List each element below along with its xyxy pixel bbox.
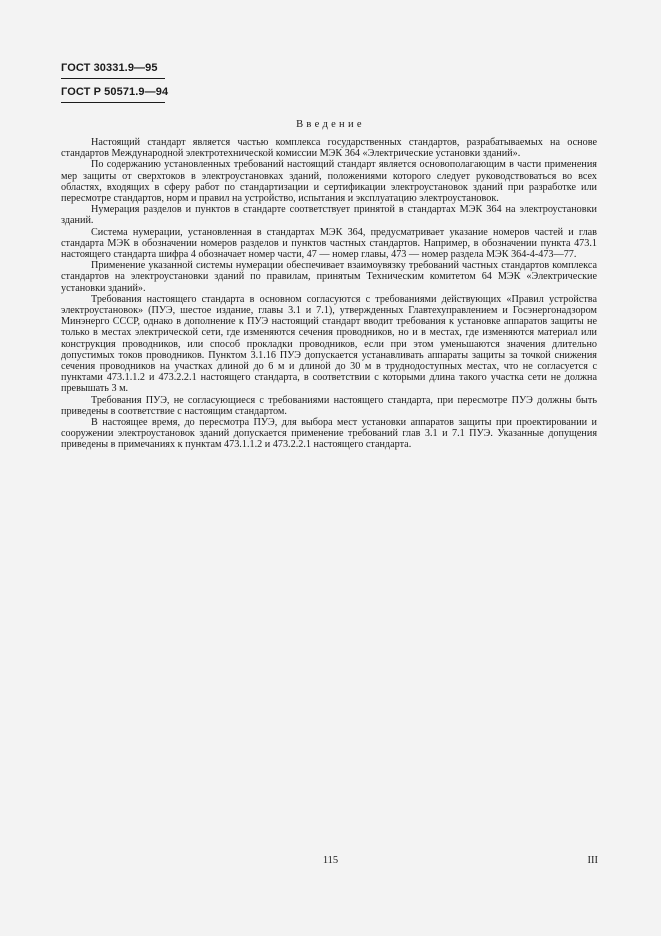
header-rule-bottom [61, 102, 165, 103]
paragraph: Требования настоящего стандарта в основном согласуются с требованиями действующих «Правил устройства электроустановок» (ПУЭ, шестое издание, главы 3.1 и 7.1), утвержденных Главтехуправлением и Госэнергонадзором Минэнерго СССР, однако в дополнение к ПУЭ настоящий стандарт вводит требования к установке аппаратов защиты не только в местах электрической сети, где изменяются сечения проводников, но и в местах, где изменяются материал или конструкция проводников, или способ прокладки проводников, если при этом уменьшаются значения длительно допустимых токов проводников. Пунктом 3.1.16 ПУЭ допускается устанавливать аппараты защиты за точкой снижения сечения проводников на участках длиной до 6 м и длиной до 30 м в труднодоступных местах, что не согласуется с пунктами 473.1.1.2 и 473.2.2.1 настоящего стандарта, в соответствии с которыми длина такого участка сети не должна превышать 3 м. [61, 293, 597, 395]
standard-code-gost-r: ГОСТ Р 50571.9—94 [61, 86, 169, 98]
standard-code-gost: ГОСТ 30331.9—95 [61, 62, 158, 74]
paragraph: Система нумерации, установленная в стандартах МЭК 364, предусматривает указание номеров частей и глав стандарта МЭК в обозначении номеров разделов и пунктов частных стандартов. Например, в обозначении пункта 473.1 настоящего стандарта шифра 4 обозначает номер части, 47 — номер главы, 473 — номер раздела МЭК 364-4-473—77. [61, 226, 597, 261]
paragraph: Требования ПУЭ, не согласующиеся с требованиями настоящего стандарта, при пересмотре ПУЭ должны быть приведены в соответствие с настоящим стандартом. [61, 394, 597, 417]
body-text [61, 137, 597, 451]
paragraph: Нумерация разделов и пунктов в стандарте соответствует принятой в стандартах МЭК 364 на электроустановки зданий. [61, 204, 597, 227]
section-title: Введение [296, 119, 365, 130]
paragraph: Настоящий стандарт является частью комплекса государственных стандартов, разрабатываемых на основе стандартов Международной электротехнической комиссии МЭК 364 «Электрические установки зданий». [61, 137, 597, 160]
roman-page-number: III [587, 855, 598, 866]
paragraph: В настоящее время, до пересмотра ПУЭ, для выбора мест установки аппаратов защиты при проектировании и сооружении электроустановок зданий допускается применение требований глав 3.1 и 7.1 ПУЭ. Указанные допущения приведены в примечаниях к пунктам 473.1.1.2 и 473.2.2.1 настоящего стандарта. [61, 417, 597, 451]
document-header [61, 61, 169, 103]
paragraph: Применение указанной системы нумерации обеспечивает взаимоувязку требований частных стандартов комплекса стандартов на электроустановки зданий по правилам, принятым Техническим комитетом 64 МЭК «Электрические установки зданий». [61, 260, 597, 294]
page-number: 115 [322, 855, 339, 866]
paragraph: По содержанию установленных требований настоящий стандарт является основополагающим в части применения мер защиты от сверхтоков в электроустановках зданий, положениями которого следует руководствоваться во всех областях, входящих в сферу работ по стандартизации и сертификации электроустановок зданий при разработке или пересмотре стандартов, норм и правил на устройство, испытания и эксплуатацию электроустановок. [61, 159, 597, 205]
